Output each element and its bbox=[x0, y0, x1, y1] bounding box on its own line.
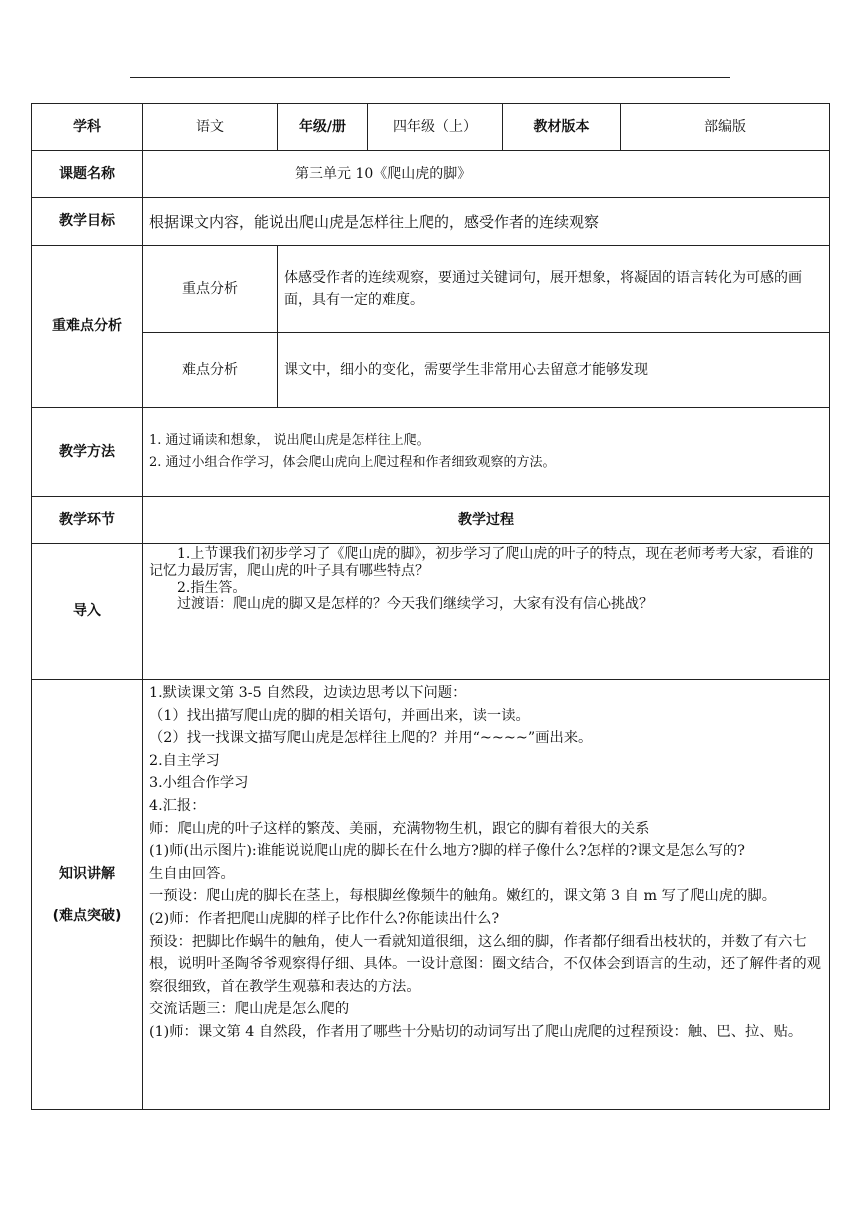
diff-analysis-label: 难点分析 bbox=[143, 333, 278, 408]
intro-label: 导入 bbox=[32, 544, 143, 680]
grade-label: 年级/册 bbox=[278, 104, 368, 151]
method-line: 1. 通过诵读和想象， 说出爬山虎是怎样往上爬。 bbox=[149, 433, 430, 448]
intro-row bbox=[32, 544, 830, 680]
knowledge-line: 一预设：爬山虎的脚长在茎上，每根脚丝像频牛的触角。嫩红的，课文第 3 自 m 写了爬山虎的脚。 bbox=[149, 888, 776, 905]
knowledge-content bbox=[143, 680, 830, 1110]
knowledge-sublabel: (难点突破) bbox=[52, 907, 122, 924]
knowledge-line: 2.自主学习 bbox=[149, 752, 220, 769]
grade-value: 四年级（上） bbox=[368, 104, 503, 151]
edition-value: 部编版 bbox=[621, 104, 830, 151]
analysis-label: 重难点分析 bbox=[32, 246, 143, 408]
knowledge-line: 1.默读课文第 3-5 自然段，边读边思考以下问题： bbox=[149, 685, 467, 701]
knowledge-label-cell bbox=[32, 680, 143, 1110]
edition-label: 教材版本 bbox=[503, 104, 621, 151]
key-analysis-label: 重点分析 bbox=[143, 246, 278, 333]
intro-line: 过渡语：爬山虎的脚又是怎样的？今天我们继续学习，大家有没有信心挑战？ bbox=[177, 596, 653, 613]
method-row bbox=[32, 408, 830, 497]
goal-label: 教学目标 bbox=[32, 198, 143, 246]
intro-line: 1.上节课我们初步学习了《爬山虎的脚》，初步学习了爬山虎的叶子的特点，现在老师考考大家，看谁的记忆力最厉害，爬山虎的叶子具有哪些特点？ bbox=[149, 546, 814, 579]
intro-line: 2.指生答。 bbox=[177, 579, 247, 596]
goal-row bbox=[32, 198, 830, 246]
process-label: 教学过程 bbox=[143, 497, 830, 544]
knowledge-line: 3.小组合作学习 bbox=[149, 775, 249, 792]
lesson-value: 第三单元 10《爬山虎的脚》 bbox=[143, 151, 830, 198]
method-label: 教学方法 bbox=[32, 408, 143, 497]
lesson-label: 课题名称 bbox=[32, 151, 143, 198]
goal-value: 根据课文内容，能说出爬山虎是怎样往上爬的，感受作者的连续观察 bbox=[143, 198, 830, 246]
subject-value: 语文 bbox=[143, 104, 278, 151]
diff-analysis-row bbox=[32, 333, 830, 408]
knowledge-label: 知识讲解 bbox=[59, 865, 115, 882]
knowledge-line: 师：爬山虎的叶子这样的繁茂、美丽，充满物物生机，跟它的脚有着很大的关系 bbox=[149, 820, 650, 837]
lesson-row bbox=[32, 151, 830, 198]
stage-label: 教学环节 bbox=[32, 497, 143, 544]
section-header-row bbox=[32, 497, 830, 544]
lesson-plan-table bbox=[31, 103, 830, 1110]
method-content bbox=[143, 408, 830, 497]
knowledge-line: (1)师(出示图片):谁能说说爬山虎的脚长在什么地方?脚的样子像什么?怎样的?课文是怎么写的? bbox=[149, 843, 745, 860]
key-analysis-value: 体感受作者的连续观察，要通过关键词句，展开想象，将凝固的语言转化为可感的画面，具有一定的难度。 bbox=[278, 246, 830, 333]
knowledge-line: （2）找一找课文描写爬山虎是怎样往上爬的？并用“~~~~”画出来。 bbox=[149, 730, 593, 747]
knowledge-line: (1)师：课文第 4 自然段，作者用了哪些十分贴切的动词写出了爬山虎爬的过程预设：触、巴、拉、贴。 bbox=[149, 1023, 803, 1040]
intro-content bbox=[143, 544, 830, 680]
knowledge-line: (2)师：作者把爬山虎脚的样子比作什么?你能读出什么? bbox=[149, 910, 500, 927]
knowledge-line: 生自由回答。 bbox=[149, 865, 235, 882]
header-rule bbox=[130, 77, 730, 78]
knowledge-line: 4.汇报： bbox=[149, 797, 206, 814]
diff-analysis-value: 课文中，细小的变化，需要学生非常用心去留意才能够发现 bbox=[278, 333, 830, 408]
info-row bbox=[32, 104, 830, 151]
key-analysis-row bbox=[32, 246, 830, 333]
knowledge-line: 交流话题三：爬山虎是怎么爬的 bbox=[149, 1001, 350, 1018]
knowledge-row bbox=[32, 680, 830, 1110]
knowledge-line: （1）找出描写爬山虎的脚的相关语句，并画出来，读一读。 bbox=[149, 707, 530, 724]
method-line: 2. 通过小组合作学习，体会爬山虎向上爬过程和作者细致观察的方法。 bbox=[149, 455, 556, 470]
subject-label: 学科 bbox=[32, 104, 143, 151]
knowledge-line: 预设：把脚比作蜗牛的触角，使人一看就知道很细，这么细的脚，作者都仔细看出枝状的，并数了有六七根，说明叶圣陶爷爷观察得仔细、具体。一设计意图：圈文结合，不仅体会到语言的生动，还了解件者的观察很细致，首在教学生观慕和表达的方法。 bbox=[149, 933, 821, 995]
